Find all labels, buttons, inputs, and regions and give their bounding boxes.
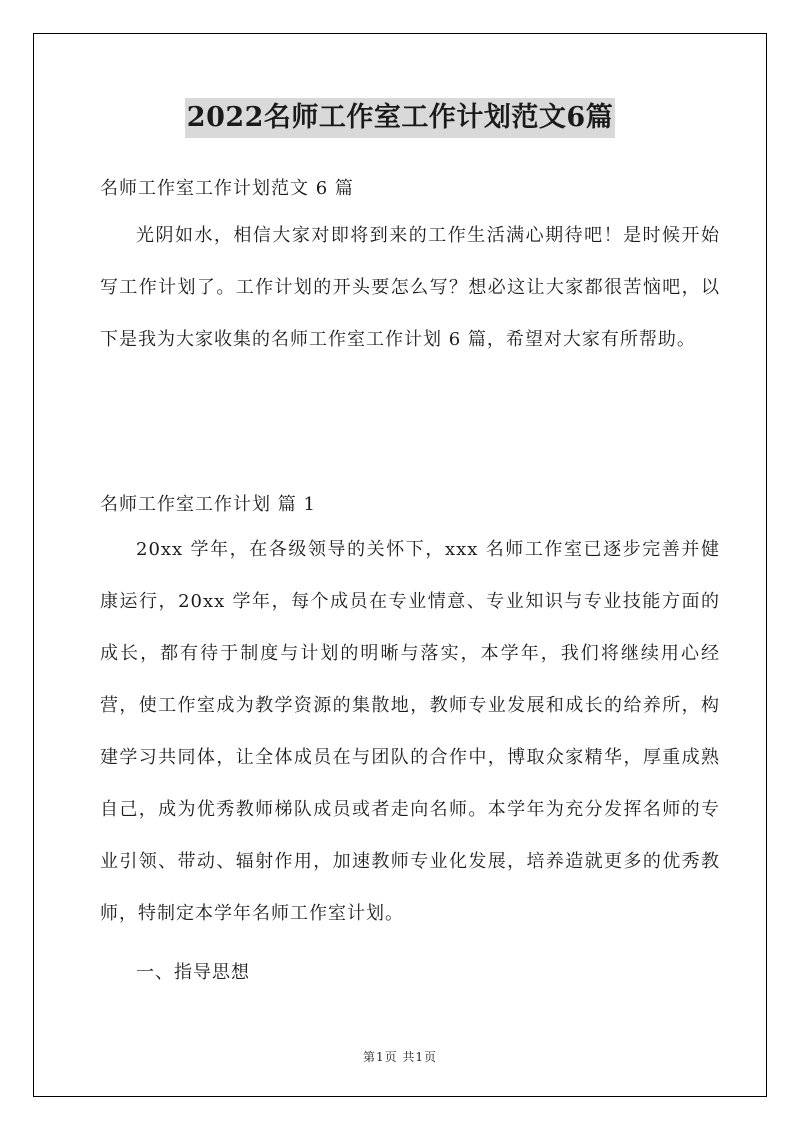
page-footer: 第1页 共1页 [362, 1050, 438, 1064]
section-heading: 名师工作室工作计划 篇 1 [100, 494, 316, 515]
title-container [0, 98, 800, 138]
document-title: 2022名师工作室工作计划范文6篇 [185, 98, 615, 138]
intro-paragraph: 光阴如水，相信大家对即将到来的工作生活满心期待吧！是时候开始写工作计划了。工作计划的开头要怎么写？想必这让大家都很苦恼吧，以下是我为大家收集的名师工作室工作计划 6 篇，希望对大家有所帮助。 [100, 225, 720, 350]
subheading-guiding-ideology: 一、指导思想 [136, 962, 250, 983]
section-paragraph: 20xx 学年，在各级领导的关怀下，xxx 名师工作室已逐步完善并健康运行，20xx 学年，每个成员在专业情意、专业知识与专业技能方面的成长，都有待于制度与计划的明晰与落实，本学年，我们将继续用心经营，使工作室成为教学资源的集散地，教师专业发展和成长的给养所，构建学习共同体，让全体成员在与团队的合作中，博取众家精华，厚重成熟自己，成为优秀教师梯队成员或者走向名师。本学年为充分发挥名师的专业引领、带动、辐射作用，加速教师专业化发展，培养造就更多的优秀教师，特制定本学年名师工作室计划。 [100, 539, 720, 924]
document-subtitle: 名师工作室工作计划范文 6 篇 [100, 178, 354, 199]
